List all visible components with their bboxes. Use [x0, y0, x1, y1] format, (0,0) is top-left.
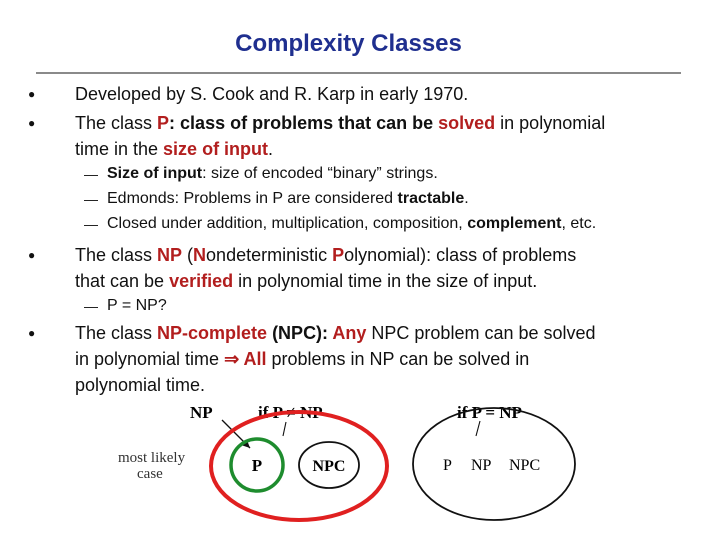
bullet-marker: ●	[28, 87, 36, 101]
subbullet-marker: —	[84, 216, 98, 232]
merged-class-ellipse	[413, 408, 575, 520]
emphasis-p: P	[157, 113, 170, 133]
subbullet-marker: —	[84, 298, 98, 314]
emphasis-size-of-input: Size of input	[107, 165, 203, 182]
if-p-eq-np-label: if P = NP	[457, 403, 522, 422]
bullet-marker: ●	[28, 248, 36, 262]
merged-np-label: NP	[471, 457, 492, 474]
bullet-marker: ●	[28, 116, 36, 130]
emphasis-any: Any	[332, 323, 367, 343]
if-p-neq-prefix: if P	[258, 403, 287, 422]
subbullet-text: Edmonds: Problems in P are considered	[107, 190, 398, 207]
bullet-text: The class	[75, 113, 158, 133]
if-p-neq-suffix: NP	[295, 403, 323, 422]
bullet-text: polynomial time.	[75, 375, 206, 395]
emphasis-p: P	[332, 245, 345, 265]
bullet-text: The class	[75, 323, 158, 343]
bullet-text: Developed by S. Cook and R. Karp in early 1970.	[75, 84, 469, 104]
bullet-marker: ●	[28, 326, 36, 340]
case-label: case	[137, 466, 163, 482]
npc-label: NPC	[312, 458, 346, 475]
implies-icon: ⇒	[224, 349, 240, 369]
bullet-text: problems in NP can be solved in	[266, 349, 530, 369]
bullet-text: in polynomial time in the size of input.	[233, 271, 538, 291]
subbullet-text: .	[464, 190, 469, 207]
emphasis-solved: solved	[438, 113, 496, 133]
subbullet-text: : size of encoded “binary” strings.	[202, 165, 438, 182]
p-label: P	[251, 456, 263, 475]
eq-pointer-line	[476, 421, 480, 436]
bullet-text: .	[268, 139, 274, 159]
slide-title: Complexity Classes	[235, 30, 462, 57]
emphasis-verified: verified	[169, 271, 234, 291]
bullet-text: in polynomial time	[75, 349, 225, 369]
bullet-text: ondeterministic	[206, 245, 333, 265]
bullet-text: NPC problem can be solved	[366, 323, 596, 343]
emphasis-all: All	[239, 349, 267, 369]
subbullet-marker: —	[84, 166, 98, 182]
not-equal-icon: ≠	[286, 403, 296, 422]
bullet-text: (NPC):	[267, 323, 333, 343]
subbullet-text: , etc.	[561, 215, 597, 232]
bullet-text: in polynomial	[495, 113, 606, 133]
subbullet-marker: —	[84, 191, 98, 207]
emphasis-complement: complement	[467, 215, 562, 232]
merged-p-label: P	[443, 457, 452, 474]
neq-pointer-line	[283, 422, 286, 436]
emphasis-tractable: tractable	[397, 190, 465, 207]
most-likely-label: most likely	[118, 450, 186, 466]
emphasis-n: N	[193, 245, 207, 265]
emphasis-size-of-input: size of input	[163, 139, 269, 159]
emphasis-np-complete: NP-complete	[157, 323, 268, 343]
emphasis-np: NP	[157, 245, 183, 265]
bullet-text: (	[182, 245, 194, 265]
bullet-text: time in the	[75, 139, 164, 159]
bullet-text: that can be	[75, 271, 170, 291]
bullet-text: olynomial): class of problems	[344, 245, 577, 265]
bullet-text: : class of problems that can be	[169, 113, 439, 133]
np-label: NP	[190, 403, 213, 422]
subbullet-text: P = NP?	[107, 297, 167, 314]
merged-npc-label: NPC	[509, 457, 541, 474]
bullet-text: The class	[75, 245, 158, 265]
subbullet-text: Closed under addition, multiplication, composition,	[107, 215, 468, 232]
